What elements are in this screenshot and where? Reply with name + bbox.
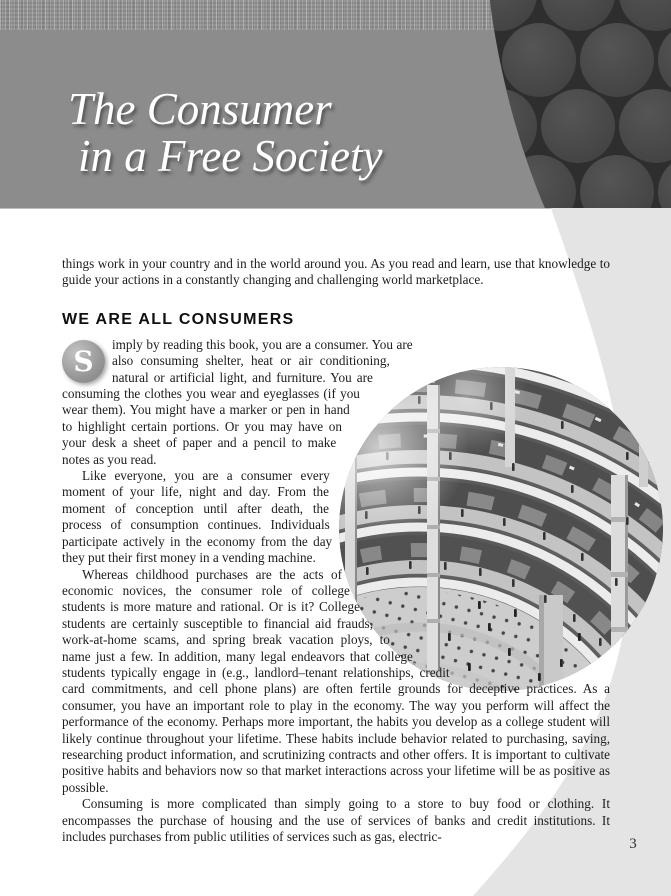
body-text-column <box>62 256 610 845</box>
circle-grid <box>440 0 671 208</box>
chapter-title-line2: in a Free Society <box>78 131 383 181</box>
intro-paragraph: things work in your country and in the world around you. As you read and learn, use that knowledge to guide your actions in a constantly changing and challenging world marketplace. <box>62 256 610 288</box>
section-heading: WE ARE ALL CONSUMERS <box>62 310 295 328</box>
page-number: 3 <box>629 836 637 852</box>
chapter-title-line1: The Consumer <box>68 84 332 134</box>
paragraph-2: Like everyone, you are a consumer every moment of your life, night and day. From the moment of conception until after death, the process of consumption continues. Individuals participate actively in the economy from the day they put their first money in a vending machine. <box>62 468 333 566</box>
section-body <box>62 337 610 846</box>
drop-cap: S <box>62 340 105 383</box>
paragraph-4: Consuming is more complicated than simply going to a store to buy food or clothing. It encompasses the purchase of housing and the use of services of banks and credit institutions. It includes purchases from public utilities of services such as gas, electric- <box>62 796 610 844</box>
paragraph-3: Whereas childhood purchases are the acts of economic novices, the consumer role of college students is more mature and rational. Or is it? College students are certainly susceptible to financial aid frauds, work-at-home scams, and spring break vacation ploys, to name just a few. In addition, many legal endeavors that college students typically engage in (e.g., landlord–tenant relationships, credit card commitments, and cell phone plans) are often fertile grounds for deceptive practices. As a consumer, you have an important role to play in the economy. The way you perform will affect the performance of the economy. Perhaps more important, the habits you develop as a college student will likely continue throughout your lifetime. These habits include behavior related to purchasing, saving, researching product information, and scrutinizing contracts and other offers. It is important to cultivate positive habits and behaviors now so that market interactions across your lifetime will be as positive as possible. <box>62 566 610 795</box>
paragraph-1-text: imply by reading this book, you are a consumer. You are also consuming shelter, heat or air conditioning, natural or artificial light, and furniture. You are consuming the clothes you wear and eyeglasses (if you wear them). You might have a marker or pen in hand to highlight certain portions. Or you may have on your desk a sheet of paper and a pencil to make notes as you read. <box>62 336 413 467</box>
decorative-circles-panel <box>440 0 671 208</box>
chapter-title <box>68 86 382 180</box>
